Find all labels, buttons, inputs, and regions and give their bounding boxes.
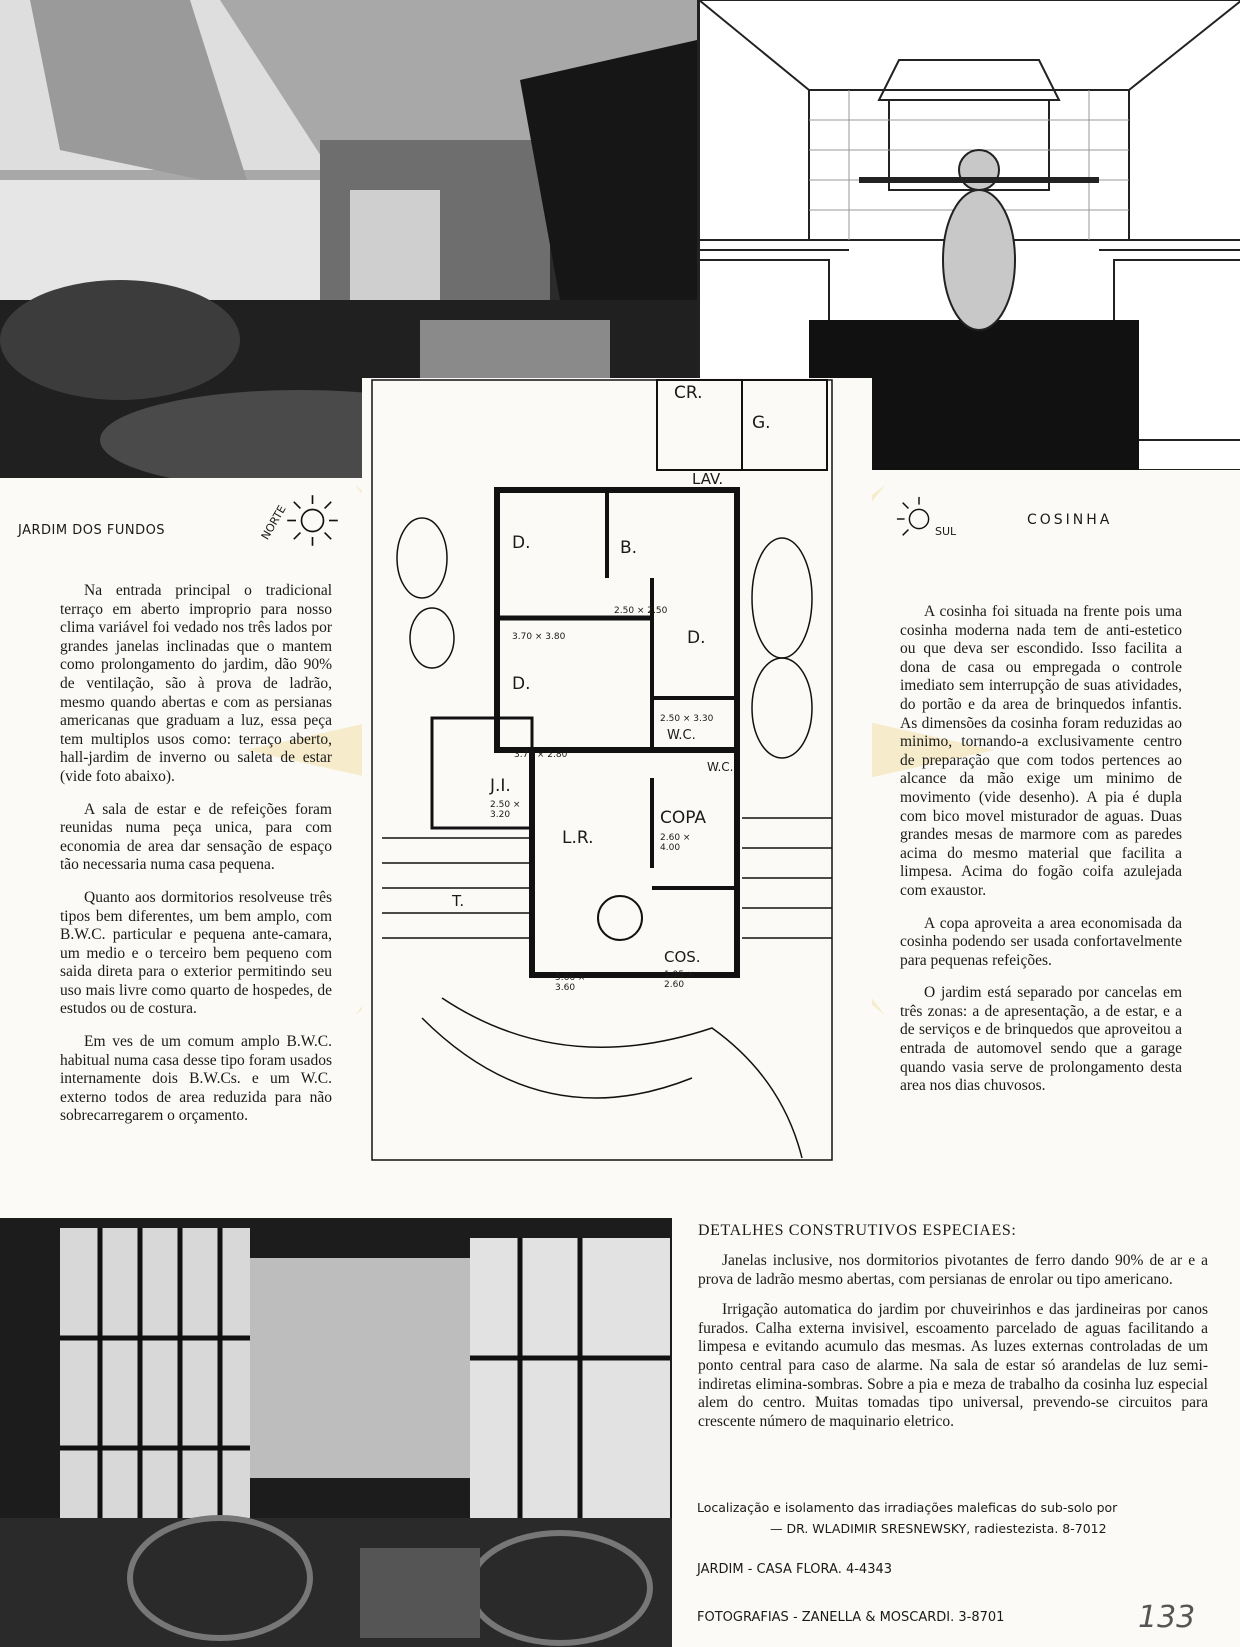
right-paragraph: A cosinha foi situada na frente pois uma cosinha moderna nada tem de anti-estetico ou que deva ser escondido. Isso facilita a dona de casa ou empregada o controle imediato sem interrupção de suas atividades, do portão e da area de brinquedos infantis. As dimensões da cosinha foram reduzidas ao minimo, tornando-a exclusivamente centro de preparação que com todos pertences ao alcance da mão exige um minimo de movimento (vide desenho). A pia é dupla com bico movel misturador de aguas. Duas grandes mesas de marmore com as paredes acima do mesmo material que facilita a limpesa. Acima do fogão coifa azulejada com exaustor. <box>900 603 1182 899</box>
interior-photo <box>0 1218 672 1647</box>
caption-jardim-dos-fundos: JARDIM DOS FUNDOS <box>18 523 166 538</box>
north-sun-icon <box>255 488 345 548</box>
left-paragraph: A sala de estar e de refeições foram reunidas numa peça unica, para com economia de area dar sensação de espaço tão necessaria numa casa pequena. <box>60 800 332 874</box>
dim-b: 2.50 × 2.50 <box>614 606 668 616</box>
room-wc1: W.C. <box>667 728 696 743</box>
credit-fotografias: FOTOGRAFIAS - ZANELLA & MOSCARDI. 3-8701 <box>697 1610 1005 1625</box>
right-column <box>900 603 1182 1110</box>
credit-radiestesia-line2: — DR. WLADIMIR SRESNEWSKY, radiestezista. 8-7012 <box>770 1521 1107 1536</box>
room-g: G. <box>752 413 771 433</box>
north-label: NORTE <box>258 503 289 542</box>
details-heading: DETALHES CONSTRUTIVOS ESPECIAES: <box>698 1222 1017 1239</box>
room-t: T. <box>452 892 465 910</box>
room-lr: L.R. <box>562 828 594 848</box>
room-copa: COPA <box>660 808 707 828</box>
room-cos: COS. <box>664 948 701 966</box>
dim-copa: 2.60 × 4.00 <box>660 833 691 853</box>
right-paragraph: O jardim está separado por cancelas em três zonas: a de apresentação, a de estar, e a de serviços e de brinquedos que aproveitou a entrada de automovel sendo que a garage quando vasia serve de prolongamento desta area nos dias chuvosos. <box>900 984 1182 1095</box>
details-paragraph: Irrigação automatica do jardim por chuveirinhos e das jardineiras por canos furados. Calha externa invisivel, escoamento parcelado de aguas facilitando a limpesa e evitando acumulo das mesmas. As luzes externas controladas de um ponto central para caso de alarme. Na sala de estar só arandelas de luz semi-indiretas elimina-sombras. Sobre a pia e meza de trabalho da cosinha luz especial alem do centro. Muitas tomadas tipo universal, prevendo-se circuitos para crescente número de maquinario eletrico. <box>698 1301 1208 1430</box>
dim-d1: 3.70 × 3.80 <box>512 632 566 642</box>
credit-radiestesia-line1: Localização e isolamento das irradiações maleficas do sub-solo por <box>697 1500 1118 1515</box>
room-d2: D. <box>687 628 706 648</box>
dim-cos: 1.95 × 2.60 <box>664 970 695 990</box>
left-paragraph: Na entrada principal o tradicional terraço em aberto improprio para nosso clima variável foi vedado nos três lados por grandes janelas inclinadas que o mantem como prolongamento do jardim, dão 90% de ventilação, são à prova de ladrão, mesmo quando abertas e com as persianas americanas que graduam a luz, essa peça tem multiplos usos como: terraço aberto, hall-jardim de inverno ou saleta de estar (vide foto abaixo). <box>60 582 332 785</box>
dim-d2: 2.50 × 3.30 <box>660 714 714 724</box>
left-paragraph: Quanto aos dormitorios resolveuse três tipos bem diferentes, um bem amplo, com B.W.C. particular e pequena ante-camara, um medio e o terceiro bem pequeno com saida direta para o exterior permitindo seu uso mais livre como quarto de hospedes, de estudos ou de costura. <box>60 888 332 1018</box>
page-number: 133 <box>1138 1600 1196 1635</box>
room-cr: CR. <box>674 383 703 403</box>
details-section <box>698 1252 1208 1445</box>
floor-plan-drawing <box>362 378 872 1168</box>
credit-jardim: JARDIM - CASA FLORA. 4-4343 <box>697 1562 893 1577</box>
details-paragraph: Janelas inclusive, nos dormitorios pivotantes de ferro dando 90% de ar e a prova de ladrão mesmo abertas, com persianas de enrolar ou tipo americano. <box>698 1252 1208 1288</box>
room-lav: LAV. <box>692 470 724 488</box>
dim-d3: 3.70 × 2.80 <box>514 750 568 760</box>
caption-cosinha: COSINHA <box>1027 512 1113 528</box>
floor-plan <box>362 378 872 1168</box>
south-sun-icon <box>895 495 965 555</box>
room-b: B. <box>620 538 638 558</box>
left-paragraph: Em ves de um comum amplo B.W.C. habitual numa casa desse tipo foram usados internamente dois B.W.Cs. e um W.C. externo todos de area reduzida para não sobrecarregarem o orçamento. <box>60 1033 332 1125</box>
room-d1: D. <box>512 533 531 553</box>
dim-lr: 5.66 × 3.60 <box>555 973 586 993</box>
room-wc2: W.C. <box>707 760 734 774</box>
room-d3: D. <box>512 674 531 694</box>
dim-ji: 2.50 × 3.20 <box>490 800 521 820</box>
left-column <box>60 582 332 1140</box>
right-paragraph: A copa aproveita a area economisada da cosinha podendo ser usada confortavelmente para pequenas refeições. <box>900 914 1182 969</box>
room-ji: J.I. <box>490 776 511 796</box>
south-label: SUL <box>935 525 957 538</box>
